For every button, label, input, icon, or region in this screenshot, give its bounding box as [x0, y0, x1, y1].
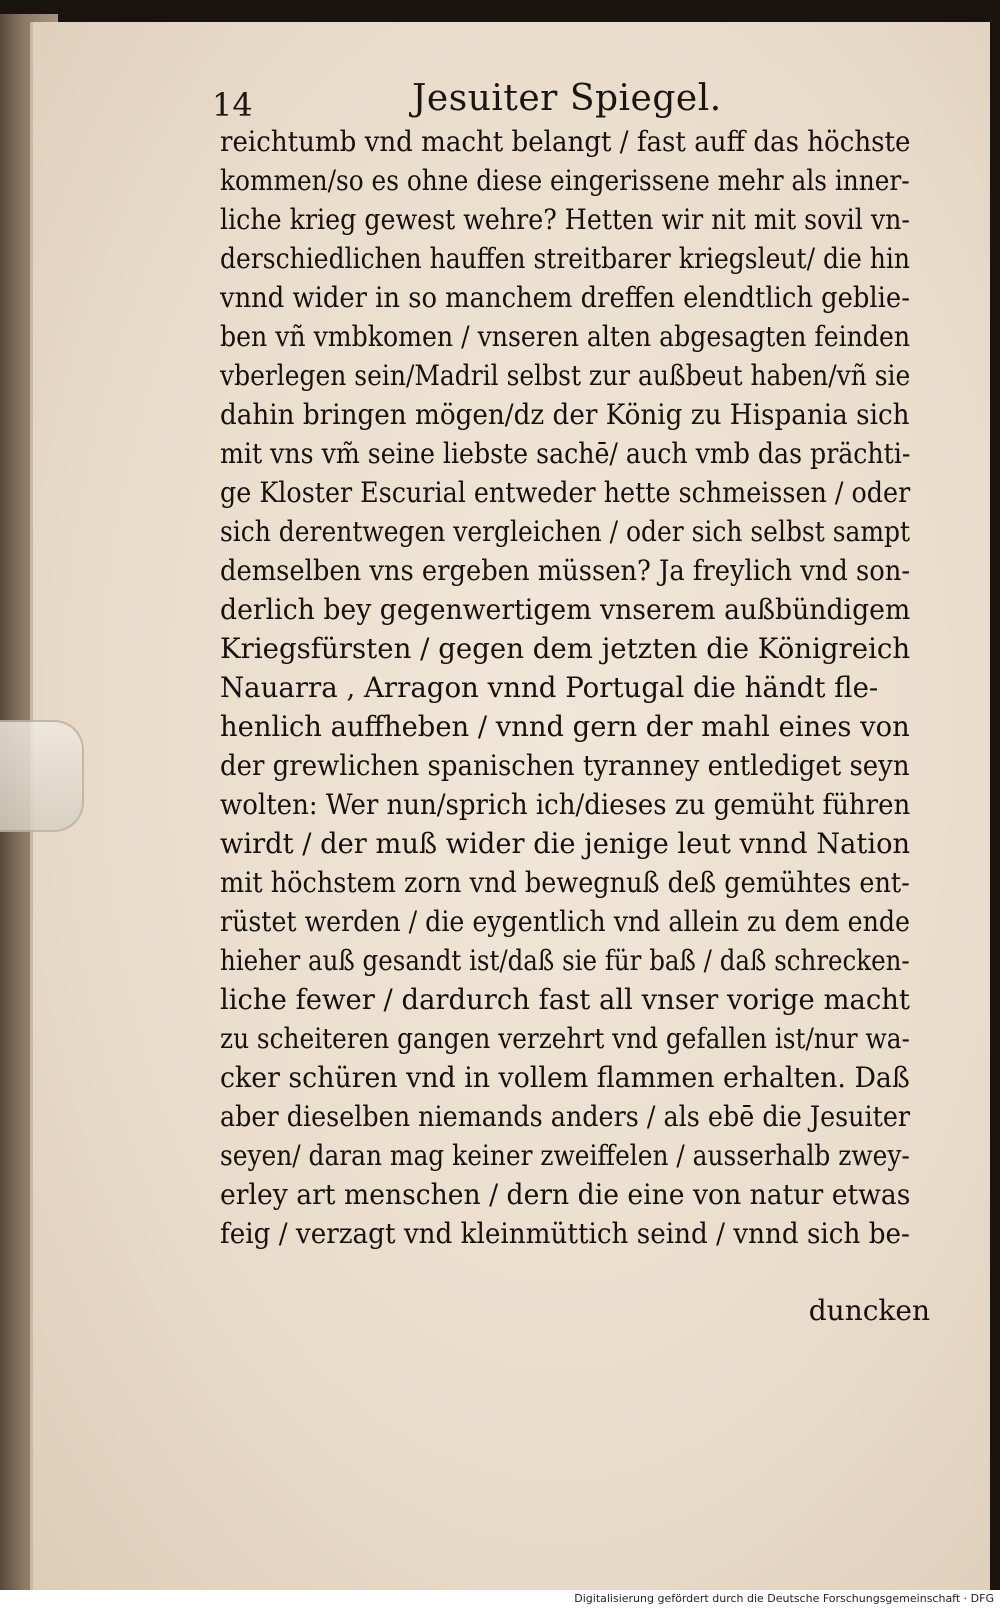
text-line: hieher auß gesandt ist/daß sie für baß / daß schrecken-: [220, 944, 910, 977]
text-line: liche krieg gewest wehre? Hetten wir nit mit sovil vn-: [220, 203, 910, 236]
text-line: ben vñ vmbkomen / vnseren alten abgesagten feinden: [220, 320, 911, 353]
text-line: liche fewer / dardurch fast all vnser vorige macht: [220, 983, 910, 1016]
page-clip: [0, 720, 84, 832]
text-line: mit höchstem zorn vnd bewegnuß deß gemühtes ent-: [220, 866, 910, 899]
text-line: Kriegsfürsten / gegen dem jetzten die Königreich: [220, 632, 911, 665]
text-line: aber dieselben niemands anders / als ebē die Jesuiter: [220, 1100, 911, 1133]
text-line: kommen/so es ohne diese eingerissene mehr als inner-: [220, 164, 910, 197]
text-line: vberlegen sein/Madril selbst zur außbeut haben/vñ sie: [220, 359, 911, 392]
text-line: mit vns vm̃ seine liebste sachē/ auch vmb das prächti-: [220, 437, 911, 470]
page-number: 14: [212, 86, 253, 124]
text-line: zu scheiteren gangen verzehrt vnd gefallen ist/nur wa-: [220, 1022, 910, 1055]
text-line: erley art menschen / dern die eine von natur etwas: [220, 1178, 911, 1211]
page-header: [212, 78, 852, 124]
text-line: sich derentwegen vergleichen / oder sich selbst sampt: [220, 515, 911, 548]
text-line: demselben vns ergeben müssen? Ja freylich vnd son-: [220, 554, 911, 587]
text-line: cker schüren vnd in vollem flammen erhalten. Daß: [220, 1061, 910, 1094]
text-line: vnnd wider in so manchem dreffen elendtlich geblie-: [220, 281, 910, 314]
text-line: ge Kloster Escurial entweder hette schmeissen / oder: [220, 476, 911, 509]
catchword: duncken: [808, 1294, 930, 1327]
text-line: wirdt / der muß wider die jenige leut vnnd Nation: [220, 827, 911, 860]
text-line: feig / verzagt vnd kleinmüttich seind / vnnd sich be-: [220, 1217, 910, 1250]
text-line: dahin bringen mögen/dz der König zu Hispania sich: [220, 398, 910, 431]
text-line: derschiedlichen hauffen streitbarer kriegsleut/ die hin: [220, 242, 911, 275]
text-line: henlich auffheben / vnnd gern der mahl eines von: [220, 710, 910, 743]
footer-credit: Digitalisierung gefördert durch die Deutsche Forschungsgemeinschaft · DFG: [574, 1592, 994, 1605]
body-text: [220, 122, 920, 1253]
text-line: reichtumb vnd macht belangt / fast auff das höchste: [220, 125, 911, 158]
text-line: derlich bey gegenwertigem vnserem außbündigem: [220, 593, 911, 626]
running-title: Jesuiter Spiegel.: [412, 78, 722, 119]
text-line: wolten: Wer nun/sprich ich/dieses zu gemüht führen: [220, 788, 911, 821]
text-line: Nauarra , Arragon vnnd Portugal die händt fle-: [220, 671, 879, 704]
text-line: seyen/ daran mag keiner zweiffelen / ausserhalb zwey-: [220, 1139, 910, 1172]
text-line: rüstet werden / die eygentlich vnd allein zu dem ende: [220, 905, 910, 938]
text-line: der grewlichen spanischen tyranney entlediget seyn: [220, 749, 910, 782]
